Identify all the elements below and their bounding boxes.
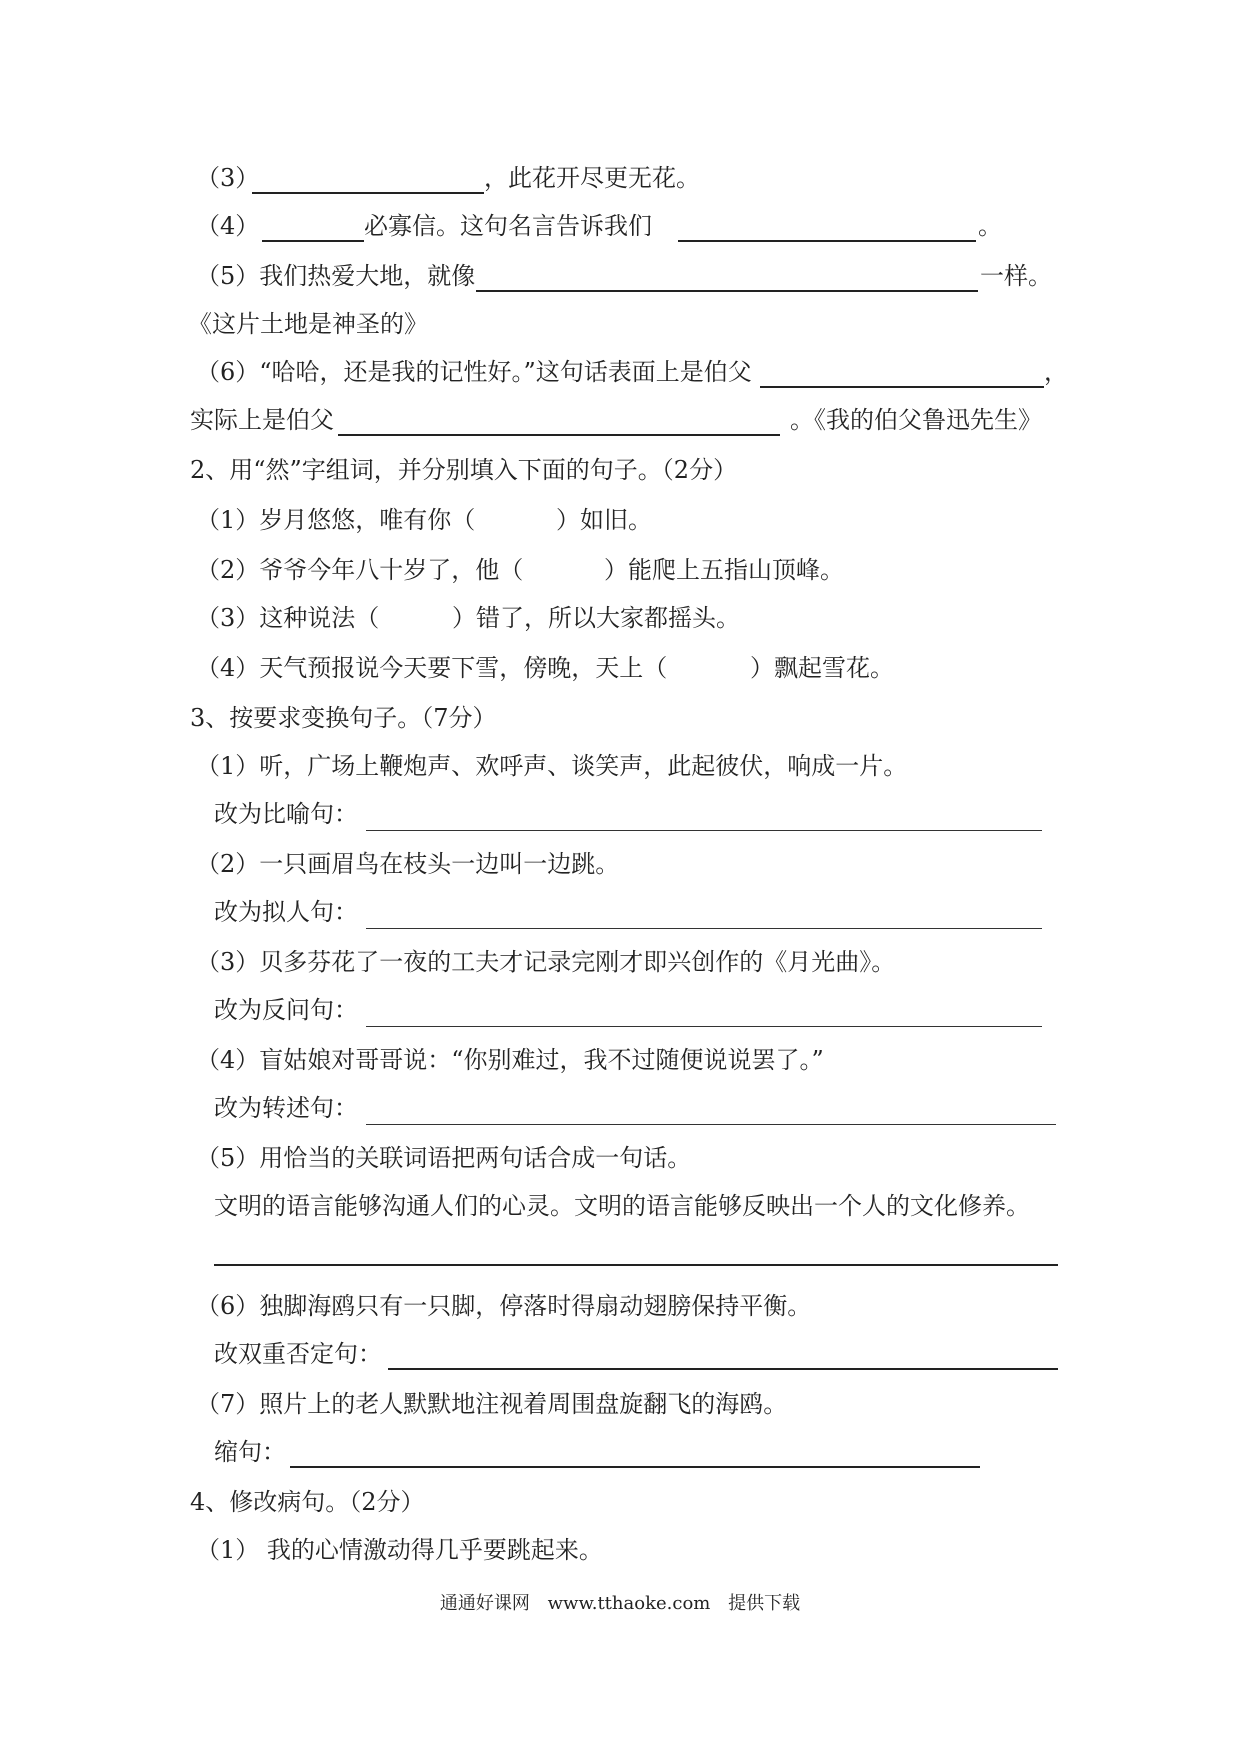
item-text: 。	[978, 212, 1002, 240]
answer-prompt: 改双重否定句：	[214, 1340, 382, 1368]
section-3-item-6	[0, 1286, 1240, 1334]
section-3-item-5-answer	[0, 1232, 1240, 1280]
section-3-item-3	[0, 942, 1240, 990]
answer-prompt: 改为转述句：	[214, 1094, 358, 1122]
item-text: （5）我们热爱大地，就像	[196, 262, 476, 290]
item-text: （4）天气预报说今天要下雪，傍晚，天上（	[196, 654, 668, 682]
answer-prompt: 改为反问句：	[214, 996, 358, 1024]
section-2-item-1	[0, 500, 1240, 548]
section-4-item-1	[0, 1530, 1240, 1578]
answer-blank[interactable]	[338, 434, 780, 436]
item-text: ，	[1044, 358, 1068, 386]
item-text: 。《我的伯父鲁迅先生》	[790, 406, 1042, 434]
answer-blank[interactable]	[262, 240, 364, 242]
question-1-4	[0, 206, 1240, 254]
answer-blank[interactable]	[214, 1264, 1058, 1266]
section-2-item-2	[0, 550, 1240, 598]
footer-tail: 提供下载	[728, 1593, 801, 1614]
answer-prompt: 改为拟人句：	[214, 898, 358, 926]
item-text: ，此花开尽更无花。	[484, 164, 700, 192]
item-text: 一样。	[980, 262, 1052, 290]
answer-blank[interactable]	[290, 1466, 980, 1468]
answer-blank[interactable]	[366, 1124, 1056, 1125]
answer-prompt: 缩句：	[214, 1438, 286, 1466]
section-2-item-3	[0, 598, 1240, 646]
section-3-item-5-text	[0, 1186, 1240, 1234]
item-number: （4）	[196, 212, 260, 240]
item-text: （3）这种说法（	[196, 604, 380, 632]
item-text: （6）“哈哈，还是我的记性好。”这句话表面上是伯父	[196, 358, 752, 386]
section-heading: 3、按要求变换句子。（7分）	[190, 704, 497, 732]
page-footer	[0, 1589, 1240, 1615]
item-text: （1）听，广场上鞭炮声、欢呼声、谈笑声，此起彼伏，响成一片。	[196, 752, 908, 780]
item-text: ）错了，所以大家都摇头。	[452, 604, 740, 632]
answer-blank[interactable]	[366, 830, 1042, 831]
answer-blank[interactable]	[366, 928, 1042, 929]
item-text: （5）用恰当的关联词语把两句话合成一句话。	[196, 1144, 692, 1172]
question-1-6-cont	[0, 400, 1240, 448]
section-3-item-4	[0, 1040, 1240, 1088]
item-text: （2）爷爷今年八十岁了，他（	[196, 556, 524, 584]
section-3-item-7	[0, 1384, 1240, 1432]
item-text: （4）盲姑娘对哥哥说：“你别难过，我不过随便说说罢了。”	[196, 1046, 824, 1074]
question-1-6	[0, 352, 1240, 400]
item-text: ）如旧。	[556, 506, 652, 534]
answer-blank[interactable]	[252, 192, 484, 194]
item-number: （3）	[196, 164, 260, 192]
item-text: （7）照片上的老人默默地注视着周围盘旋翻飞的海鸥。	[196, 1390, 788, 1418]
answer-prompt: 改为比喻句：	[214, 800, 358, 828]
answer-blank[interactable]	[366, 1026, 1042, 1027]
item-text: ）能爬上五指山顶峰。	[604, 556, 844, 584]
section-3-item-7-answer	[0, 1432, 1240, 1480]
section-heading: 4、修改病句。（2分）	[190, 1488, 425, 1516]
answer-blank[interactable]	[760, 386, 1044, 388]
section-3-heading	[0, 698, 1240, 746]
answer-blank[interactable]	[678, 240, 976, 242]
answer-blank[interactable]	[388, 1368, 1058, 1370]
item-text: 必寡信。这句名言告诉我们	[364, 212, 652, 240]
item-text: （3）贝多芬花了一夜的工夫才记录完刚才即兴创作的《月光曲》。	[196, 948, 896, 976]
section-3-item-2-answer	[0, 892, 1240, 940]
section-3-item-1-answer	[0, 794, 1240, 842]
item-text: ）飘起雪花。	[750, 654, 894, 682]
footer-site: 通通好课网	[439, 1593, 530, 1614]
footer-url[interactable]: www.tthaoke.com	[547, 1593, 711, 1614]
section-3-item-1	[0, 746, 1240, 794]
source-title	[0, 304, 1240, 352]
item-text: （1） 我的心情激动得几乎要跳起来。	[196, 1536, 603, 1564]
item-text: （2）一只画眉鸟在枝头一边叫一边跳。	[196, 850, 620, 878]
item-text: 文明的语言能够沟通人们的心灵。文明的语言能够反映出一个人的文化修养。	[214, 1192, 1030, 1220]
section-2-heading	[0, 450, 1240, 498]
section-4-heading	[0, 1482, 1240, 1530]
section-3-item-5	[0, 1138, 1240, 1186]
section-3-item-3-answer	[0, 990, 1240, 1038]
item-text: 实际上是伯父	[190, 406, 334, 434]
item-text: 《这片土地是神圣的》	[188, 310, 428, 338]
question-1-3	[0, 158, 1240, 206]
section-3-item-6-answer	[0, 1334, 1240, 1382]
item-text: （1）岁月悠悠，唯有你（	[196, 506, 476, 534]
section-2-item-4	[0, 648, 1240, 696]
question-1-5	[0, 256, 1240, 304]
answer-blank[interactable]	[476, 290, 978, 292]
section-3-item-2	[0, 844, 1240, 892]
item-text: （6）独脚海鸥只有一只脚，停落时得扇动翅膀保持平衡。	[196, 1292, 812, 1320]
section-heading: 2、用“然”字组词，并分别填入下面的句子。（2分）	[190, 456, 738, 484]
section-3-item-4-answer	[0, 1088, 1240, 1136]
